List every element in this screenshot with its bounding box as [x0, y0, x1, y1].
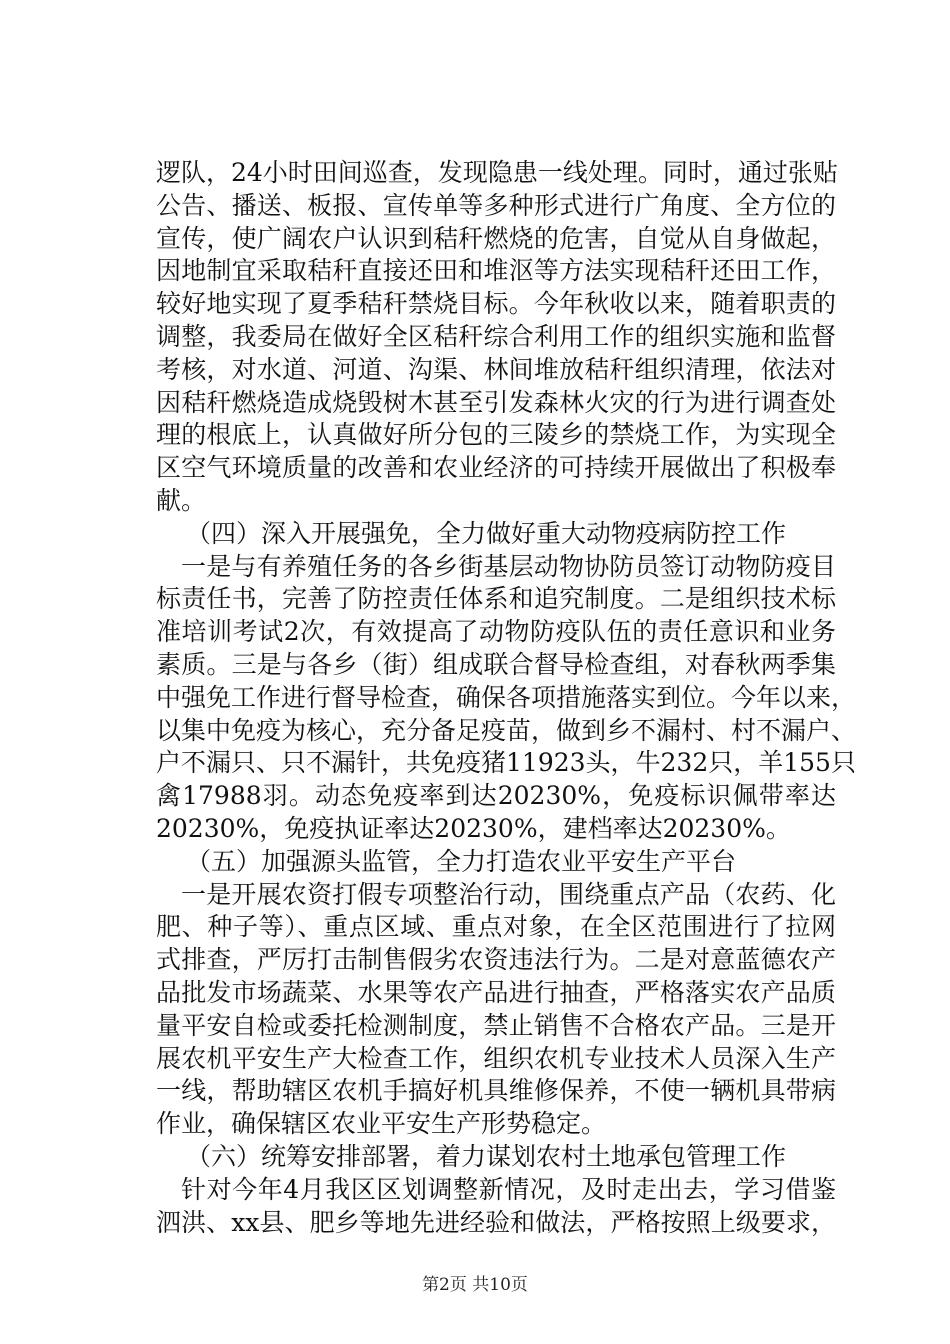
- section-heading: （四）深入开展强免，全力做好重大动物疫病防控工作: [186, 518, 787, 548]
- text-line: 作业，确保辖区农业平安生产形势稳定。: [156, 1109, 607, 1139]
- section-heading: （六）统筹安排部署，着力谋划农村土地承包管理工作: [186, 1141, 787, 1171]
- text-line: 20230%，免疫执证率达20230%，建档率达20230%。: [156, 813, 791, 843]
- text-line: 因秸秆燃烧造成烧毁树木甚至引发森林火灾的行为进行调查处: [156, 387, 836, 417]
- text-line: 因地制宜采取秸秆直接还田和堆沤等方法实现秸秆还田工作，: [156, 256, 836, 286]
- text-line: 以集中免疫为核心，充分备足疫苗，做到乡不漏村、村不漏户、: [156, 715, 857, 745]
- text-line: 准培训考试2次，有效提高了动物防疫队伍的责任意识和业务: [156, 617, 836, 647]
- text-line: 考核，对水道、河道、沟渠、林间堆放秸秆组织清理，依法对: [156, 354, 836, 384]
- text-line: 区空气环境质量的改善和农业经济的可持续开展做出了积极奉: [156, 453, 836, 483]
- text-line: 公告、播送、板报、宣传单等多种形式进行广角度、全方位的: [156, 190, 836, 220]
- text-line: 调整，我委局在做好全区秸秆综合利用工作的组织实施和监督: [156, 321, 836, 351]
- text-line: 禽17988羽。动态免疫率到达20230%，免疫标识佩带率达: [156, 781, 836, 811]
- text-line: 肥、种子等）、重点区域、重点对象，在全区范围进行了拉网: [156, 912, 836, 942]
- text-line: 较好地实现了夏季秸秆禁烧目标。今年秋收以来，随着职责的: [156, 289, 836, 319]
- page-number-footer: 第2页 共10页: [422, 1275, 528, 1295]
- text-line: 理的根底上，认真做好所分包的三陵乡的禁烧工作，为实现全: [156, 420, 836, 450]
- text-line: 展农机平安生产大检查工作，组织农机专业技术人员深入生产: [156, 1043, 836, 1073]
- text-line: 一是与有养殖任务的各乡街基层动物协防员签订动物防疫目: [181, 551, 836, 581]
- text-line: 户不漏只、只不漏针，共免疫猪11923头，牛232只，羊155只: [156, 748, 856, 778]
- text-line: 中强免工作进行督导检查，确保各项措施落实到位。今年以来，: [156, 682, 857, 712]
- text-line: 宣传，使广阔农户认识到秸秆燃烧的危害，自觉从自身做起，: [156, 223, 836, 253]
- text-line: 一是开展农资打假专项整治行动，围绕重点产品（农药、化: [181, 879, 836, 909]
- document-body: [156, 157, 857, 1239]
- text-line: 素质。三是与各乡（街）组成联合督导检查组，对春秋两季集: [156, 649, 836, 679]
- text-line: 一线，帮助辖区农机手搞好机具维修保养，不使一辆机具带病: [156, 1076, 836, 1106]
- text-line: 标责任书，完善了防控责任体系和追究制度。二是组织技术标: [156, 584, 836, 614]
- text-line: 逻队，24小时田间巡查，发现隐患一线处理。同时，通过张贴: [156, 158, 838, 187]
- text-line: 献。: [156, 485, 207, 515]
- text-line: 式排查，严厉打击制售假劣农资违法行为。二是对意蓝德农产: [156, 945, 836, 975]
- text-line: 泗洪、xx县、肥乡等地先进经验和做法，严格按照上级要求，: [156, 1207, 836, 1237]
- text-line: 量平安自检或委托检测制度，禁止销售不合格农产品。三是开: [156, 1010, 836, 1040]
- text-line: 针对今年4月我区区划调整新情况，及时走出去，学习借鉴: [181, 1174, 836, 1204]
- section-heading: （五）加强源头监管，全力打造农业平安生产平台: [186, 846, 737, 876]
- text-line: 品批发市场蔬菜、水果等农产品进行抽查，严格落实农产品质: [156, 977, 836, 1007]
